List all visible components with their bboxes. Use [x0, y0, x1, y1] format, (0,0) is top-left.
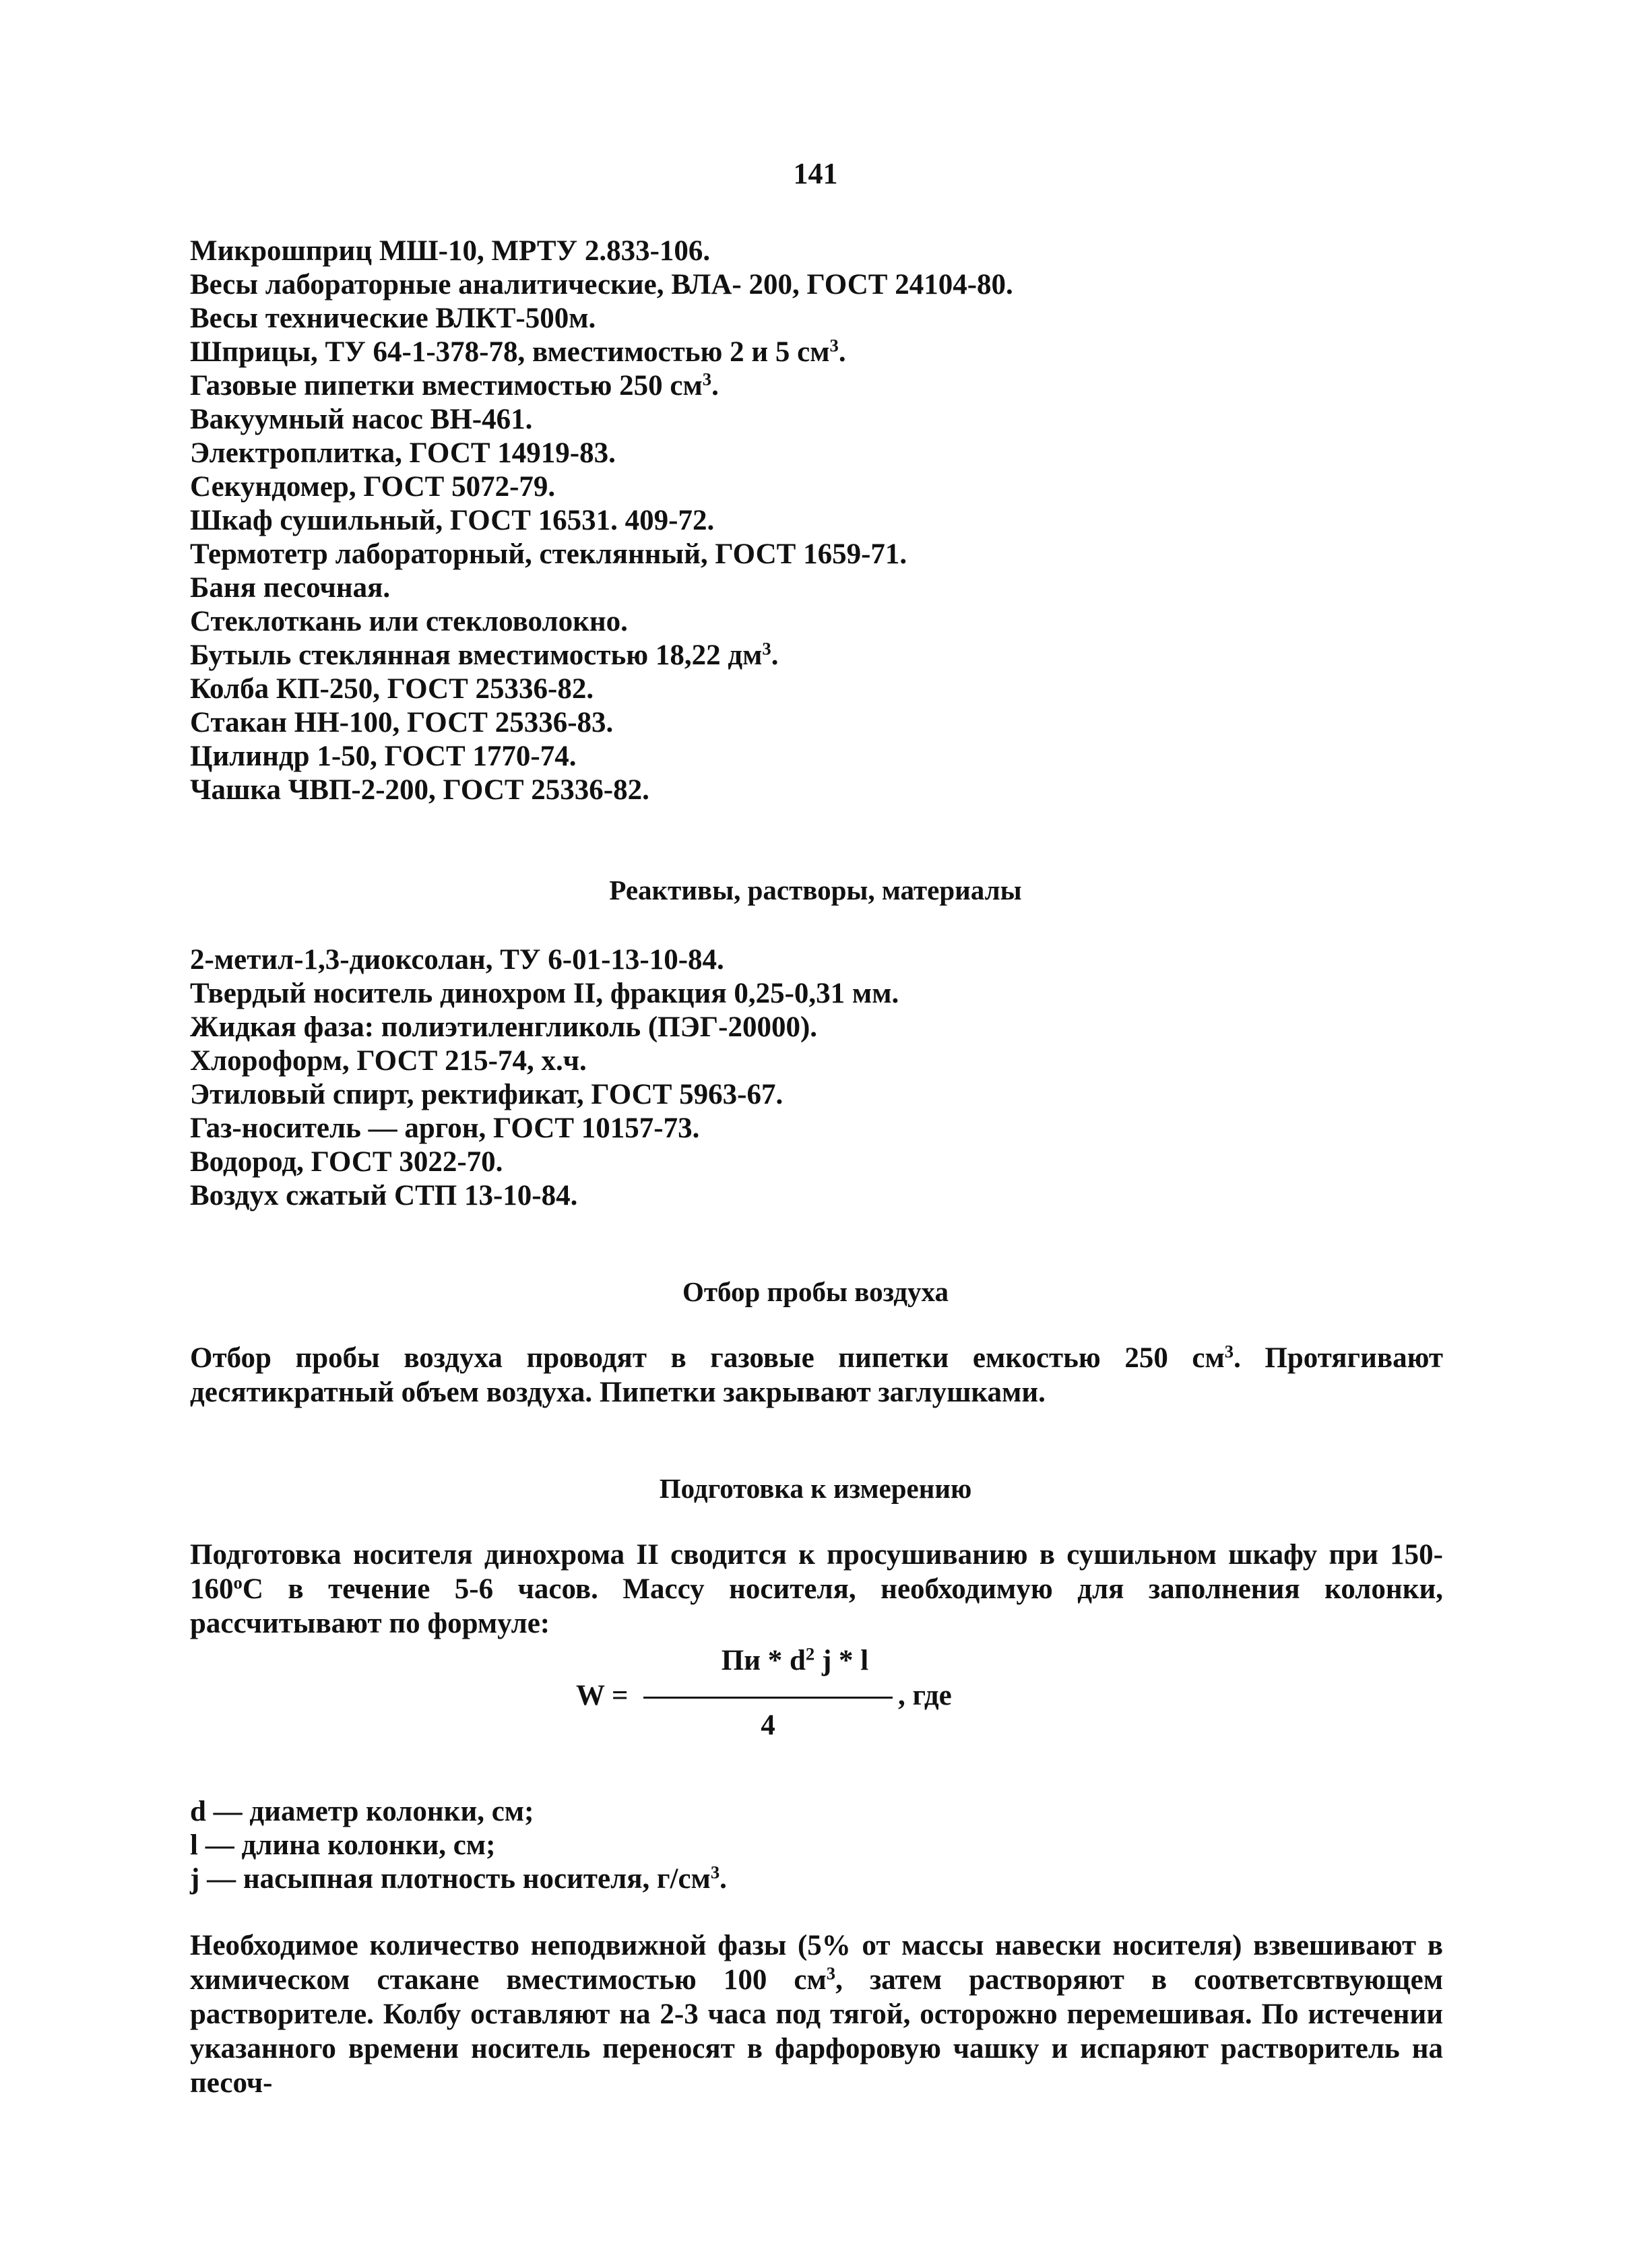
list-item: Весы лабораторные аналитические, ВЛА- 200, ГОСТ 24104-80. [190, 269, 1013, 301]
formula-lhs: W = [576, 1680, 629, 1711]
list-item: Баня песочная. [190, 572, 391, 604]
list-item: Хлороформ, ГОСТ 215-74, х.ч. [190, 1045, 587, 1077]
paragraph-text: Подготовка носителя динохрома II сводится к просушиванию в сушильном шкафу при 150-160 [190, 1539, 1443, 1605]
list-item: Воздух сжатый СТП 13-10-84. [190, 1180, 578, 1211]
paragraph-sampling [190, 1341, 1443, 1410]
fraction-bar [643, 1697, 893, 1699]
paragraph-stationary-phase [190, 1928, 1443, 2100]
list-item-text: Газовые пипетки вместимостью 250 см [190, 370, 703, 402]
definition-item: l — длина колонки, см; [190, 1829, 496, 1861]
section-heading-preparation: Подготовка к измерению [659, 1473, 972, 1504]
list-item: Шкаф сушильный, ГОСТ 16531. 409-72. [190, 505, 715, 536]
superscript: 3 [1224, 1341, 1234, 1362]
section-heading-sampling: Отбор пробы воздуха [682, 1276, 949, 1307]
numerator-text: j * l [814, 1645, 869, 1676]
list-item [190, 639, 1013, 672]
list-item: Стеклоткань или стекловолокно. [190, 606, 628, 637]
superscript: 3 [702, 369, 712, 389]
list-item-text: Бутыль стеклянная вместимостью 18,22 дм [190, 639, 763, 671]
list-item: Этиловый спирт, ректификат, ГОСТ 5963-67. [190, 1079, 783, 1110]
paragraph-text: . Протягивают десятикратный объем воздуха. Пипетки закрывают заглушками. [190, 1342, 1443, 1408]
paragraph-text: Необходимое количество неподвижной фазы (5% от массы навески носителя) взвешивают в химическом стакане вместимостью 100 см [190, 1930, 1443, 1996]
list-item: 2-метил-1,3-диоксолан, ТУ 6-01-13-10-84. [190, 944, 724, 976]
definition-item [190, 1862, 727, 1896]
punctuation: . [719, 1863, 727, 1895]
list-item: Колба КП-250, ГОСТ 25336-82. [190, 673, 594, 705]
paragraph-preparation [190, 1538, 1443, 1641]
numerator-text: Пи * d [721, 1645, 806, 1676]
paragraph-text: Отбор пробы воздуха проводят в газовые пипетки емкостью 250 см [190, 1342, 1225, 1374]
paragraph-text: С в течение 5-6 часов. Массу носителя, необходимую для заполнения колонки, рассчитывают по формуле: [190, 1573, 1443, 1639]
paragraph-text: , затем растворяют в соответсвтвующем растворителе. Колбу оставляют на 2-3 часа под тягой, осторожно перемешивая. По истечении указанного времени носитель переносят в фарфоровую чашку и испаряют растворитель на песоч- [190, 1964, 1443, 2099]
list-item: Электроплитка, ГОСТ 14919-83. [190, 437, 616, 469]
superscript: 3 [710, 1862, 720, 1883]
section-heading-reagents: Реактивы, растворы, материалы [609, 875, 1022, 906]
list-item: Цилиндр 1-50, ГОСТ 1770-74. [190, 741, 577, 772]
superscript: 2 [805, 1643, 815, 1664]
list-item: Термотетр лабораторный, стеклянный, ГОСТ 1659-71. [190, 538, 907, 570]
list-item: Весы технические ВЛКТ-500м. [190, 303, 596, 334]
definition-item: d — диаметр колонки, см; [190, 1796, 534, 1827]
superscript: 3 [829, 335, 839, 356]
superscript: о [233, 1572, 243, 1593]
list-item: Стакан НН-100, ГОСТ 25336-83. [190, 707, 614, 738]
formula-numerator [684, 1644, 906, 1677]
definition-text: j — насыпная плотность носителя, г/см [190, 1863, 711, 1895]
list-item: Вакуумный насос ВН-461. [190, 404, 533, 435]
list-item: Твердый носитель динохром II, фракция 0,25-0,31 мм. [190, 978, 899, 1009]
superscript: 3 [826, 1963, 836, 1984]
superscript: 3 [762, 638, 771, 659]
list-item: Чашка ЧВП-2-200, ГОСТ 25336-82. [190, 774, 649, 806]
reagents-list [190, 943, 899, 1213]
list-item: Жидкая фаза: полиэтиленгликоль (ПЭГ-20000). [190, 1011, 818, 1043]
definitions-list [190, 1795, 727, 1896]
list-item-text: Шприцы, ТУ 64-1-378-78, вместимостью 2 и 5 см [190, 336, 830, 368]
mass-formula [576, 1644, 1048, 1745]
punctuation: . [771, 639, 779, 671]
list-item [190, 369, 1013, 403]
page-number: 141 [793, 157, 838, 190]
list-item: Секундомер, ГОСТ 5072-79. [190, 471, 556, 503]
punctuation: . [838, 336, 846, 368]
list-item: Микрошприц МШ-10, МРТУ 2.833-106. [190, 235, 711, 267]
formula-denominator: 4 [761, 1709, 775, 1741]
formula-tail: , где [898, 1680, 952, 1711]
punctuation: . [711, 370, 719, 402]
list-item: Газ-носитель — аргон, ГОСТ 10157-73. [190, 1112, 700, 1144]
list-item: Водород, ГОСТ 3022-70. [190, 1146, 503, 1178]
equipment-list [190, 234, 1013, 807]
list-item [190, 336, 1013, 369]
